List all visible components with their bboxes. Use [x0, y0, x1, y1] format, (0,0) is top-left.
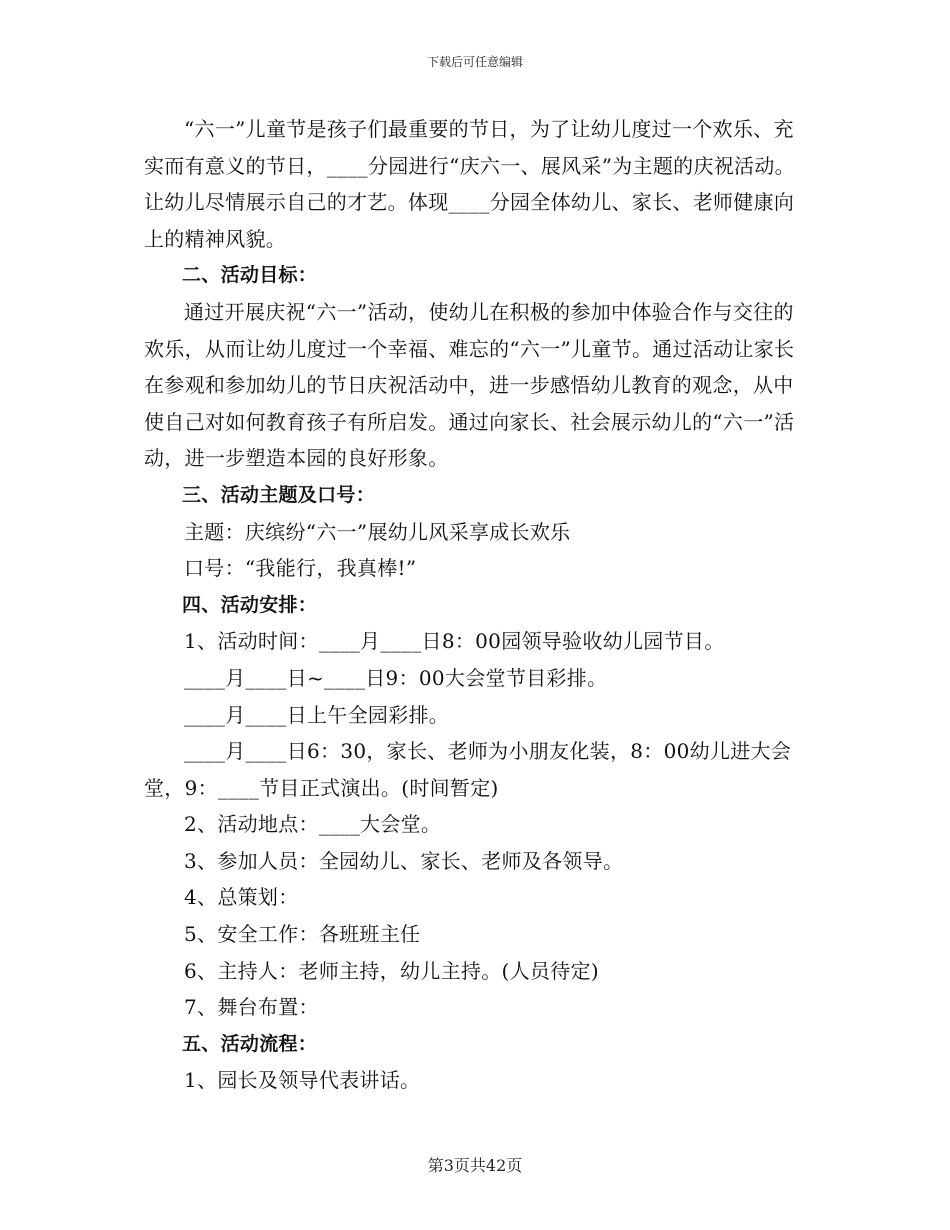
section-heading-goals: 二、活动目标：	[182, 264, 318, 287]
slogan-line: 口号：“我能行，我真棒!”	[184, 556, 417, 581]
document-body	[144, 111, 804, 1099]
schedule-item-time-line4: ____月____日6：30，家长、老师为小朋友化装，8：00幼儿进大会堂，9：____节目正式演出。(时间暂定)	[144, 739, 792, 800]
section-heading-flow: 五、活动流程：	[182, 1032, 318, 1055]
intro-paragraph: “六一”儿童节是孩子们最重要的节日，为了让幼儿度过一个欢乐、充实而有意义的节日，____分园进行“庆六一、展风采”为主题的庆祝活动。让幼儿尽情展示自己的才艺。体现____分园全体幼儿、家长、老师健康向上的精神风貌。	[144, 117, 795, 251]
schedule-item-time: 1、活动时间：____月____日8：00园领导验收幼儿园节目。	[184, 629, 725, 654]
schedule-item-stage: 7、舞台布置：	[184, 995, 319, 1020]
schedule-item-time-line2: ____月____日~____日9：00大会堂节目彩排。	[184, 665, 608, 690]
schedule-item-time-line3: ____月____日上午全园彩排。	[184, 702, 450, 727]
schedule-item-host: 6、主持人：老师主持，幼儿主持。(人员待定)	[184, 958, 599, 983]
section-heading-schedule: 四、活动安排：	[182, 593, 318, 616]
theme-line: 主题：庆缤纷“六一”展幼儿风采享成长欢乐	[184, 519, 571, 544]
schedule-item-location: 2、活动地点：____大会堂。	[184, 812, 442, 837]
schedule-item-safety: 5、安全工作：各班班主任	[184, 922, 421, 947]
schedule-item-participants: 3、参加人员：全园幼儿、家长、老师及各领导。	[184, 848, 624, 873]
schedule-item-planner: 4、总策划：	[184, 885, 299, 910]
section-heading-theme: 三、活动主题及口号：	[182, 483, 376, 506]
flow-item-1: 1、园长及领导代表讲话。	[184, 1068, 421, 1093]
goals-paragraph: 通过开展庆祝“六一”活动，使幼儿在积极的参加中体验合作与交往的欢乐，从而让幼儿度过一个幸福、难忘的“六一”儿童节。通过活动让家长在参观和参加幼儿的节日庆祝活动中，进一步感悟幼儿教育的观念，从中使自己对如何教育孩子有所启发。通过向家长、社会展示幼儿的“六一”活动，进一步塑造本园的良好形象。	[144, 299, 795, 471]
page-number: 第3页共42页	[427, 1156, 523, 1175]
page-header-note: 下载后可任意编辑	[426, 55, 523, 69]
